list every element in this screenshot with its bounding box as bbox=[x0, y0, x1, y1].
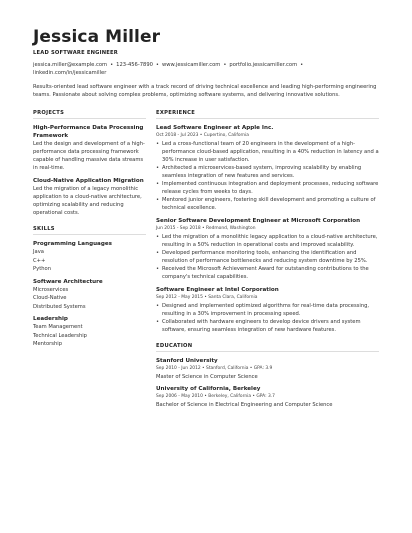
project-item bbox=[33, 124, 146, 172]
degree: Bachelor of Science in Electrical Engineering and Computer Science bbox=[156, 402, 333, 408]
skill-group-title: Software Architecture bbox=[33, 278, 103, 285]
section-heading-experience: EXPERIENCE bbox=[156, 110, 379, 119]
bullet-item: • Led the migration of a monolithic legacy application to a cloud-native architecture, resulting in a 50% reduction in operational costs and improved scalability. bbox=[156, 233, 379, 249]
skill-item: Python bbox=[33, 266, 51, 272]
bullet-item: • Developed performance monitoring tools, enhancing the identification and resolution of performance bottlenecks and reducing system downtime by 25%. bbox=[156, 249, 379, 265]
separator: • bbox=[110, 62, 114, 68]
candidate-name: Jessica Miller bbox=[33, 27, 161, 47]
skill-item: Distributed Systems bbox=[33, 303, 86, 310]
bullet-item: • Architected a microservices-based system, improving scalability by enabling seamless integration of new features and services. bbox=[156, 164, 379, 180]
skill-item: Cloud-Native bbox=[33, 295, 67, 301]
separator: • bbox=[300, 62, 304, 68]
education-item bbox=[156, 357, 379, 381]
skill-item: Technical Leadership bbox=[33, 332, 87, 339]
experience-item bbox=[156, 124, 379, 212]
experience-item bbox=[156, 286, 379, 334]
bullet-item: • Mentored junior engineers, fostering skill development and promoting a culture of technical excellence. bbox=[156, 196, 379, 212]
skill-item: Mentorship bbox=[33, 341, 63, 347]
skill-item: C++ bbox=[33, 257, 46, 264]
website-link[interactable]: www.jessicamiller.com bbox=[161, 62, 221, 68]
experience-item bbox=[156, 217, 379, 281]
education-meta: Sep 2006 - May 2010 • Berkeley, California • GPA: 3.7 bbox=[156, 394, 275, 399]
school-name: Stanford University bbox=[156, 358, 218, 364]
skill-group bbox=[33, 315, 146, 349]
separator: • bbox=[223, 62, 227, 68]
separator: • bbox=[155, 62, 159, 68]
skill-group bbox=[33, 278, 146, 312]
experience-bullets bbox=[156, 140, 379, 212]
skill-group-title: Leadership bbox=[33, 316, 68, 322]
section-heading-education: EDUCATION bbox=[156, 343, 379, 352]
job-title: LEAD SOFTWARE ENGINEER bbox=[33, 50, 118, 56]
education-meta: Sep 2010 - Jun 2012 • Stanford, California • GPA: 3.9 bbox=[156, 366, 273, 371]
experience-title: Lead Software Engineer at Apple Inc. bbox=[156, 125, 274, 131]
bullet-item: • Collaborated with hardware engineers to develop device drivers and system software, ensuring seamless integration of new hardware features. bbox=[156, 318, 379, 334]
right-column bbox=[156, 110, 379, 413]
experience-meta: Oct 2018 - Jul 2023 • Cupertino, California bbox=[156, 133, 249, 138]
project-title: High-Performance Data Processing Framework bbox=[33, 125, 144, 139]
bullet-item: • Led a cross-functional team of 20 engineers in the development of a high-performance cloud-based application, resulting in a 40% reduction in latency and a 30% increase in user satisfaction. bbox=[156, 140, 379, 164]
project-title: Cloud-Native Application Migration bbox=[33, 178, 144, 184]
skill-group-title: Programming Languages bbox=[33, 241, 112, 247]
skill-item: Team Management bbox=[33, 324, 83, 330]
education-item bbox=[156, 385, 379, 409]
left-column bbox=[33, 110, 156, 413]
two-column-body bbox=[33, 110, 379, 413]
phone-number: 123-456-7890 bbox=[116, 62, 153, 68]
experience-title: Senior Software Development Engineer at Microsoft Corporation bbox=[156, 218, 361, 224]
summary: Results-oriented lead software engineer with a track record of driving technical excellence and leading high-performing engineering teams. Passionate about solving complex problems, optimizing software systems, and delivering innovative solutions. bbox=[33, 84, 377, 98]
experience-title: Software Engineer at Intel Corporation bbox=[156, 287, 279, 293]
experience-meta: Sep 2012 - May 2015 • Santa Clara, California bbox=[156, 295, 258, 300]
linkedin-link[interactable]: linkedin.com/in/jessicamiller bbox=[33, 70, 107, 76]
bullet-item: • Implemented continuous integration and deployment processes, reducing software release cycles from weeks to days. bbox=[156, 180, 379, 196]
project-item bbox=[33, 177, 146, 217]
experience-bullets bbox=[156, 233, 379, 281]
skill-item: Microservices bbox=[33, 286, 69, 293]
degree: Master of Science in Computer Science bbox=[156, 374, 258, 380]
school-name: University of California, Berkeley bbox=[156, 386, 261, 392]
skill-item: Java bbox=[33, 249, 44, 255]
portfolio-link[interactable]: portfolio.jessicamiller.com bbox=[229, 62, 298, 68]
contact-line bbox=[33, 61, 333, 77]
skill-group bbox=[33, 240, 146, 274]
experience-bullets bbox=[156, 302, 379, 334]
section-heading-skills: SKILLS bbox=[33, 226, 146, 235]
email-link[interactable]: jessica.miller@example.com bbox=[33, 62, 108, 68]
project-description: Led the design and development of a high-performance data processing framework capable of handling massive data streams in real-time. bbox=[33, 141, 145, 171]
project-description: Led the migration of a legacy monolithic application to a cloud-native architecture, optimizing scalability and reducing operational costs. bbox=[33, 186, 142, 216]
section-heading-projects: PROJECTS bbox=[33, 110, 146, 119]
bullet-item: • Received the Microsoft Achievement Award for outstanding contributions to the company's technical capabilities. bbox=[156, 265, 379, 281]
bullet-item: • Designed and implemented optimized algorithms for real-time data processing, resulting in a 30% improvement in processing speed. bbox=[156, 302, 379, 318]
experience-meta: Jun 2015 - Sep 2018 • Redmond, Washington bbox=[156, 226, 256, 231]
